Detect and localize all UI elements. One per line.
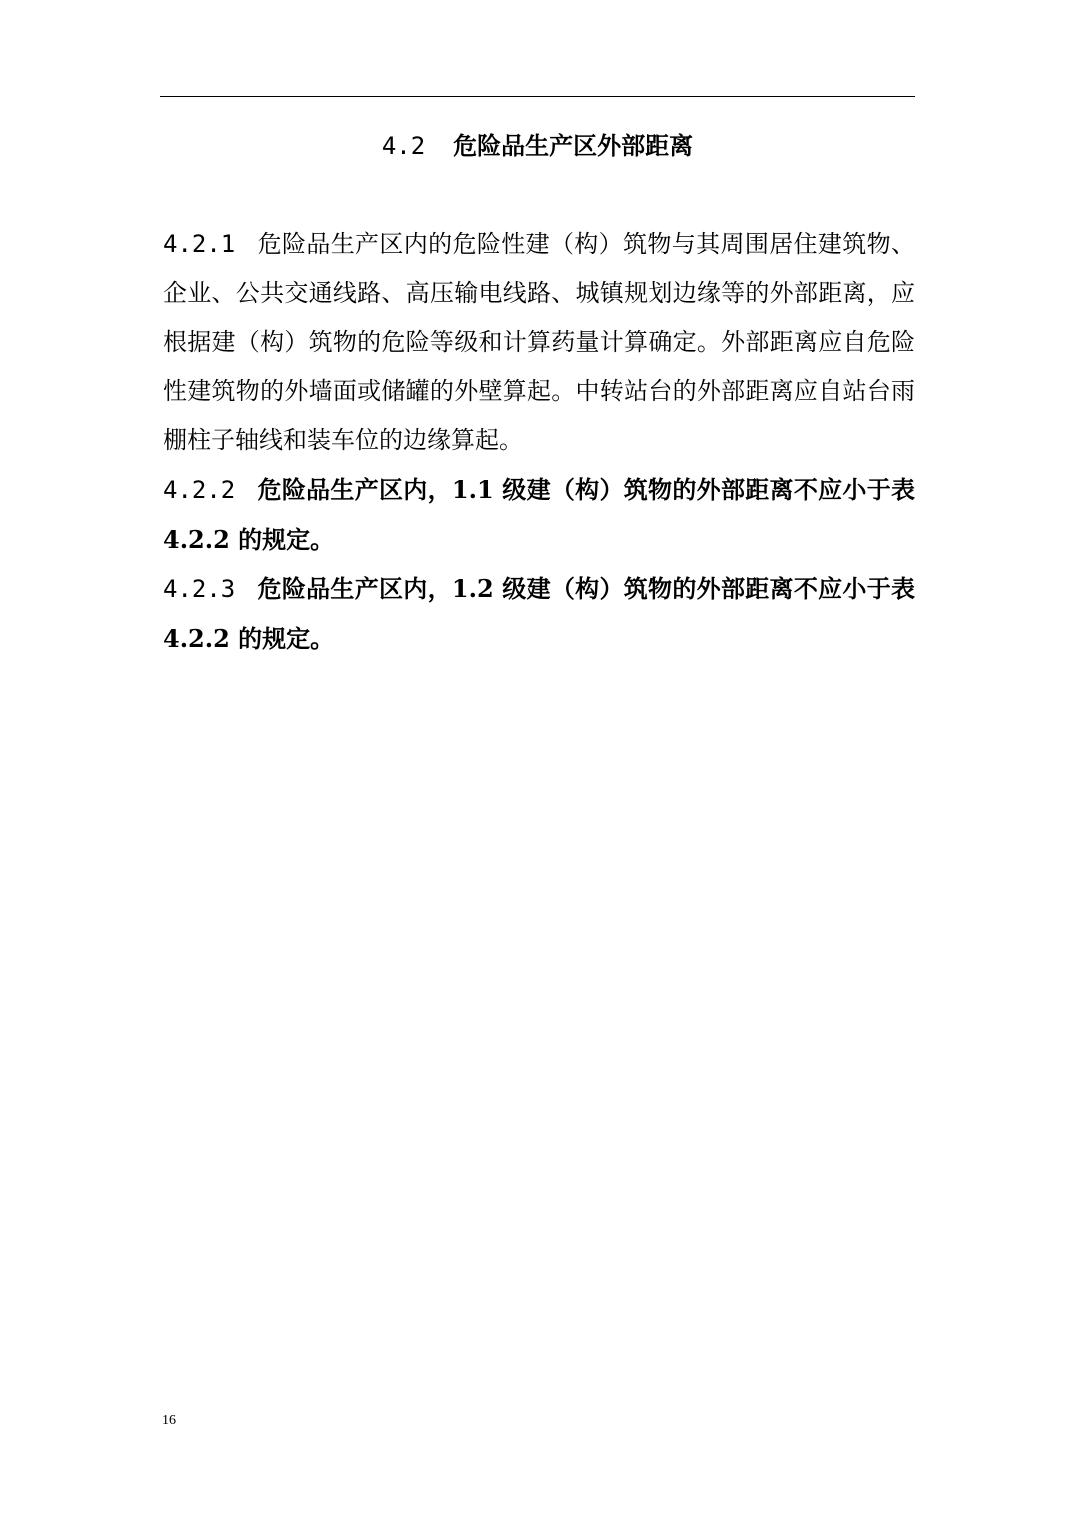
clause-4-2-3 xyxy=(163,564,915,663)
clause-list xyxy=(163,220,915,663)
clause-text: 危险品生产区内的危险性建（构）筑物与其周围居住建筑物、企业、公共交通线路、高压输电线路、城镇规划边缘等的外部距离，应根据建（构）筑物的危险等级和计算药量计算确定。外部距离应自危险性建筑物的外墙面或储罐的外壁算起。中转站台的外部距离应自站台雨棚柱子轴线和装车位的边缘算起。 xyxy=(163,230,915,454)
header-rule xyxy=(160,96,915,97)
section-title: 危险品生产区外部距离 xyxy=(453,131,694,160)
clause-4-2-2 xyxy=(163,465,915,564)
section-number: 4.2 xyxy=(381,132,426,160)
clause-4-2-1 xyxy=(163,220,915,465)
section-heading xyxy=(160,128,915,164)
clause-number: 4.2.3 xyxy=(163,575,236,603)
clause-text: 危险品生产区内，1.2 级建（构）筑物的外部距离不应小于表 4.2.2 的规定。 xyxy=(163,574,915,653)
clause-number: 4.2.2 xyxy=(163,476,236,504)
page-number: 16 xyxy=(162,1413,176,1428)
clause-text: 危险品生产区内，1.1 级建（构）筑物的外部距离不应小于表 4.2.2 的规定。 xyxy=(163,475,915,554)
clause-number: 4.2.1 xyxy=(163,230,236,258)
